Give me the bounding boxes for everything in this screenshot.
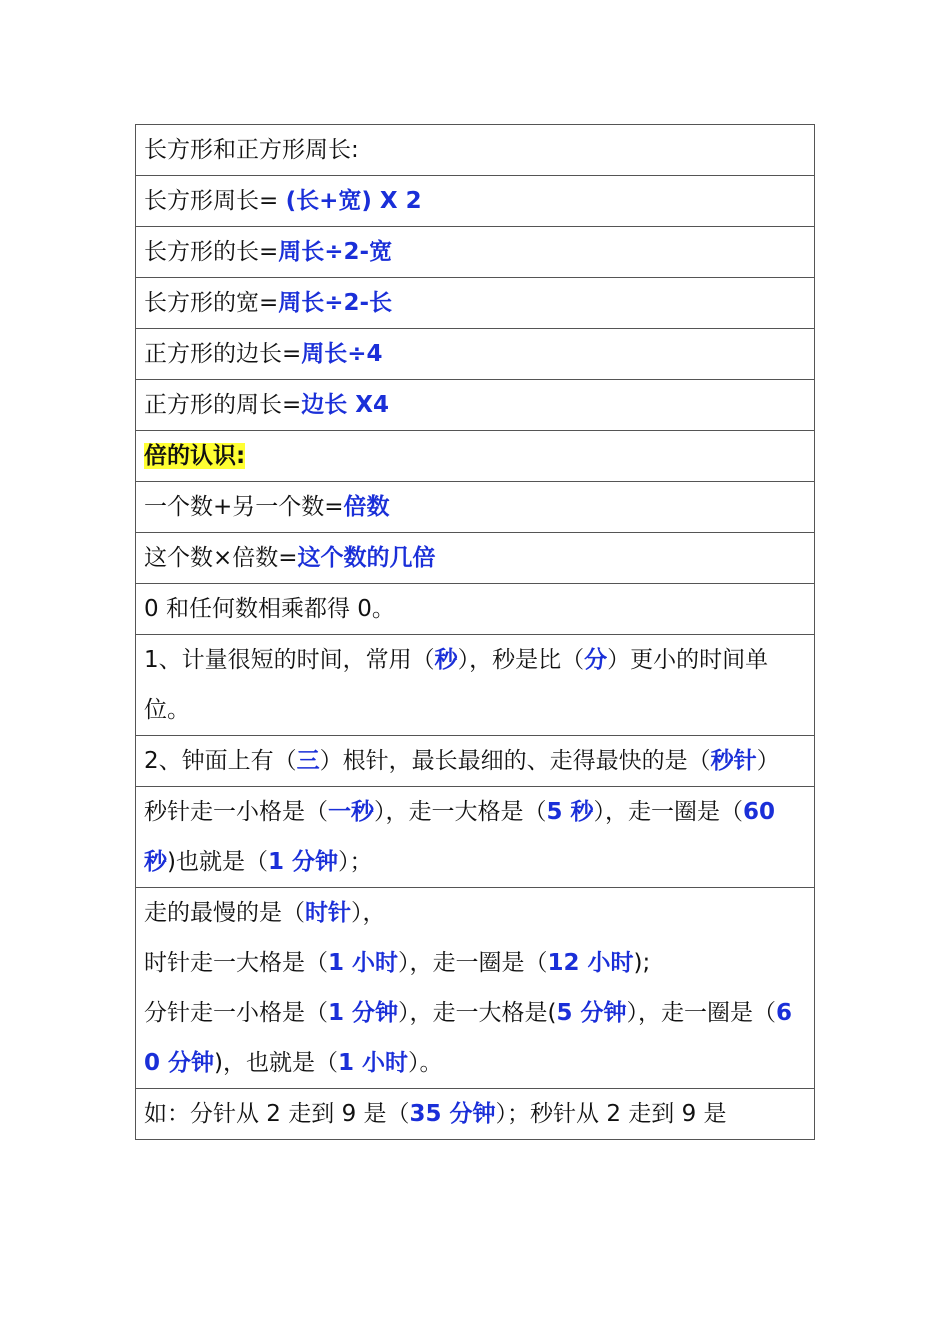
cell-text: 2、钟面上有（ bbox=[144, 748, 297, 774]
table-row bbox=[136, 584, 815, 635]
table-row bbox=[136, 736, 815, 787]
cell-text: ），走一圈是（ bbox=[593, 799, 744, 825]
cell-text: ），走一大格是( bbox=[398, 1000, 557, 1026]
cell-text: 正方形的周长= bbox=[144, 392, 302, 418]
table-row bbox=[136, 380, 815, 431]
cell-text: 长方形周长= bbox=[144, 188, 286, 214]
answer-text: 分 bbox=[584, 647, 608, 673]
answer-text: 周长÷2-长 bbox=[278, 290, 393, 316]
cell-text: ），走一大格是（ bbox=[374, 799, 547, 825]
answer-text: 这个数的几倍 bbox=[297, 545, 436, 571]
cell-text: 长方形的宽= bbox=[144, 290, 279, 316]
table-row bbox=[136, 431, 815, 482]
cell-text: ）， bbox=[351, 900, 386, 926]
table-row bbox=[136, 1089, 815, 1140]
answer-text: 周长÷4 bbox=[301, 341, 383, 367]
table-row bbox=[136, 482, 815, 533]
table-cell bbox=[136, 278, 815, 329]
cell-text: 长方形和正方形周长: bbox=[144, 137, 359, 163]
table-cell bbox=[136, 125, 815, 176]
section-heading: 倍的认识: bbox=[144, 443, 246, 469]
cell-text: )也就是（ bbox=[167, 849, 268, 875]
cell-text: )，也就是（ bbox=[214, 1050, 338, 1076]
table-row bbox=[136, 278, 815, 329]
table-row bbox=[136, 787, 815, 888]
cell-text: 分针走一小格是（ bbox=[144, 1000, 328, 1026]
cell-text: 长方形的长= bbox=[144, 239, 279, 265]
cell-text: ），走一圈是（ bbox=[398, 950, 548, 976]
answer-text: 1 小时 bbox=[338, 1050, 409, 1076]
table-row bbox=[136, 888, 815, 1089]
table-cell bbox=[136, 482, 815, 533]
cell-text: ）更小的时间单位。 bbox=[144, 647, 769, 723]
table-cell bbox=[136, 888, 815, 1089]
table-cell bbox=[136, 431, 815, 482]
answer-text: 时针 bbox=[305, 900, 351, 926]
table-row bbox=[136, 227, 815, 278]
answer-text: 5 分钟 bbox=[556, 1000, 627, 1026]
table-row bbox=[136, 635, 815, 736]
table-cell bbox=[136, 736, 815, 787]
table-cell bbox=[136, 1089, 815, 1140]
answer-text: (长+宽) X 2 bbox=[285, 188, 422, 214]
table-cell bbox=[136, 227, 815, 278]
cell-text: ） bbox=[756, 748, 780, 774]
answer-text: 秒针 bbox=[710, 748, 757, 774]
answer-text: 1 小时 bbox=[328, 950, 399, 976]
answer-text: 12 小时 bbox=[547, 950, 634, 976]
cell-text: ），走一圈是（ bbox=[626, 1000, 777, 1026]
cell-text: 如：分针从 2 走到 9 是（ bbox=[144, 1101, 410, 1127]
cell-text: ）；秒针从 2 走到 9 是 bbox=[495, 1101, 727, 1127]
answer-text: 60 分钟 bbox=[144, 1000, 793, 1076]
answer-text: 边长 X4 bbox=[301, 392, 390, 418]
table-cell bbox=[136, 380, 815, 431]
table-cell bbox=[136, 176, 815, 227]
cell-text: 时针走一大格是（ bbox=[144, 950, 328, 976]
cell-text: 1、计量很短的时间，常用（ bbox=[144, 647, 435, 673]
answer-text: 60 秒 bbox=[144, 799, 776, 875]
table-cell bbox=[136, 635, 815, 736]
table-row bbox=[136, 176, 815, 227]
answer-text: 三 bbox=[296, 748, 320, 774]
table-row bbox=[136, 533, 815, 584]
answer-text: 1 分钟 bbox=[267, 849, 338, 875]
answer-text: 周长÷2-宽 bbox=[278, 239, 393, 265]
answer-text: 一秒 bbox=[328, 799, 374, 825]
table-cell bbox=[136, 533, 815, 584]
table-cell bbox=[136, 584, 815, 635]
formula-table bbox=[135, 124, 815, 1140]
answer-text: 5 秒 bbox=[546, 799, 594, 825]
answer-text: 倍数 bbox=[343, 494, 390, 520]
cell-text: 0 和任何数相乘都得 0。 bbox=[144, 596, 395, 622]
table-cell bbox=[136, 329, 815, 380]
cell-text: ）。 bbox=[408, 1050, 443, 1076]
formula-sheet bbox=[135, 124, 815, 1140]
cell-text: 走的最慢的是（ bbox=[144, 900, 305, 926]
cell-text: ）； bbox=[338, 849, 373, 875]
cell-text: 正方形的边长= bbox=[144, 341, 302, 367]
cell-text: 这个数×倍数= bbox=[144, 545, 298, 571]
table-row bbox=[136, 329, 815, 380]
answer-text: 秒 bbox=[434, 647, 458, 673]
cell-text: ），秒是比（ bbox=[457, 647, 585, 673]
cell-text: 秒针走一小格是（ bbox=[144, 799, 328, 825]
answer-text: 1 分钟 bbox=[328, 1000, 399, 1026]
answer-text: 35 分钟 bbox=[409, 1101, 496, 1127]
table-row bbox=[136, 125, 815, 176]
cell-text: ）根针，最长最细的、走得最快的是（ bbox=[319, 748, 711, 774]
cell-text: 一个数+另一个数= bbox=[144, 494, 344, 520]
table-cell bbox=[136, 787, 815, 888]
cell-text: ); bbox=[633, 950, 651, 976]
